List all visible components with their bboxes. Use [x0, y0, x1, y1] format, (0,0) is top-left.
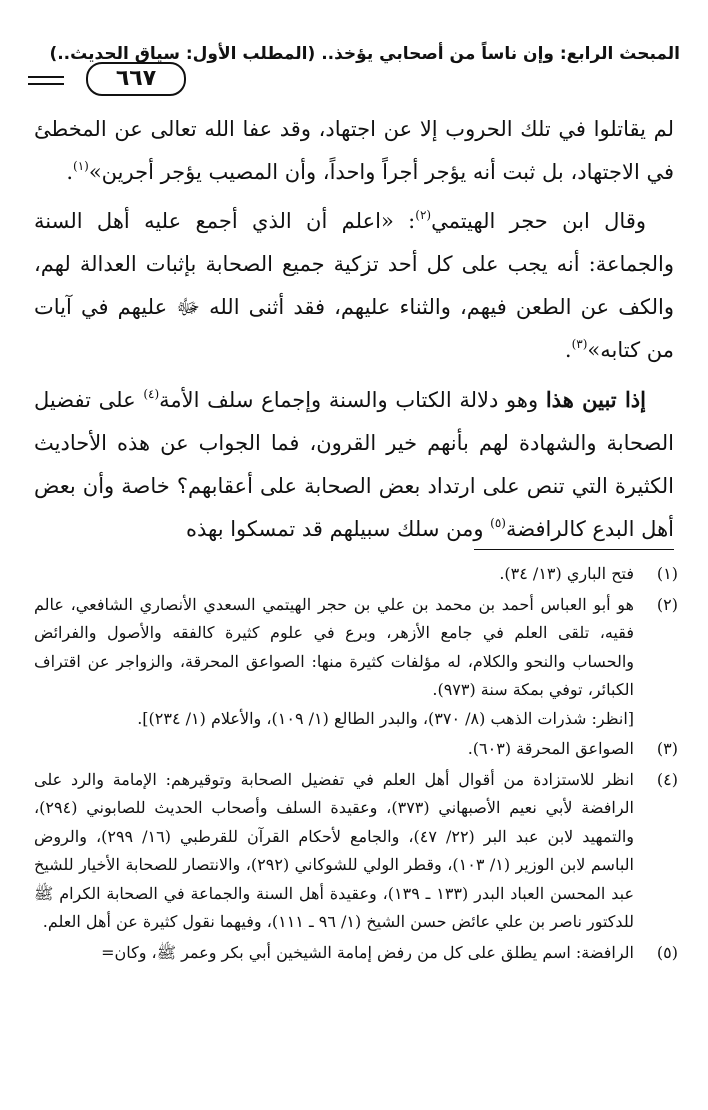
main-text [34, 108, 674, 557]
paragraph-2-end: . [564, 338, 572, 362]
footnote-ref-3: (٣) [571, 337, 588, 351]
footnotes [34, 560, 678, 969]
paragraph-3-text-b: على تفضيل الصحابة والشهادة لهم بأنهم خير القرون، فما الجواب عن هذه الأحاديث الكثيرة التي تنص على ارتداد بعض الصحابة على أعقابهم؟ خاصة وأن بعض أهل البدع كالرافضة [34, 388, 674, 541]
footnote-3 [34, 735, 678, 764]
footnote-text: الصواعق المحرقة (٦٠٣). [467, 739, 634, 758]
footnote-1 [34, 560, 678, 589]
page-number-block [28, 56, 188, 96]
paragraph-3-text-a: وهو دلالة الكتاب والسنة وإجماع سلف الأمة [159, 388, 546, 412]
footnote-sources: [انظر: شذرات الذهب (٨/ ٣٧٠)، والبدر الطالع (١/ ١٠٩)، والأعلام (١/ ٢٣٤)]. [137, 708, 634, 728]
paragraph-3-bold-lead: إذا تبين هذا [545, 387, 646, 412]
footnote-separator [474, 549, 674, 550]
footnote-number: (٣) [656, 739, 678, 758]
footnote-ref-1: (١) [73, 159, 89, 173]
paragraph-1-end: . [66, 160, 73, 184]
footnote-2 [34, 591, 678, 734]
paragraph-2-text-b: : «اعلم أن الذي أجمع عليه أهل السنة والجماعة: أنه يجب على كل أحد تزكية جميع الصحابة بإثبات العدالة لهم، والكف عن الطعن فيهم، والثناء عليهم، فقد أثنى الله ﷻ عليهم في آيات من كتابه» [34, 209, 674, 362]
double-rule-divider [28, 76, 64, 85]
footnote-number: (٢) [656, 594, 678, 614]
paragraph-2 [34, 200, 674, 372]
footnote-text: انظر للاستزادة من أقوال أهل العلم في تفضيل الصحابة وتوقيرهم: الإمامة والرد على الرافضة لأبي نعيم الأصبهاني (٣٧٣)، وعقيدة السلف وأصحاب الحديث للصابوني (٢٩٤)، والتمهيد لابن عبد البر (٢٢/ ٤٧)، والجامع لأحكام القرآن للقرطبي (١٦/ ٢٩٩)، والروض الباسم لابن الوزير (١/ ١٠٣)، وقطر الولي للشوكاني (٢٩٢)، والانتصار للصحابة الأخيار للشيخ عبد المحسن العباد البدر (١٣٣ ـ ١٣٩)، وعقيدة أهل السنة والجماعة في الصحابة الكرام ﷺ للدكتور ناصر بن علي عائض حسن الشيخ (١/ ٩٦ ـ ١١١)، وفيهما نقول كثيرة عن أهل العلم. [34, 769, 634, 931]
footnote-4 [34, 766, 678, 937]
paragraph-3 [34, 378, 674, 551]
footnote-number: (١) [656, 564, 678, 583]
footnote-5 [34, 939, 678, 968]
paragraph-2-text-a: وقال ابن حجر الهيتمي [431, 209, 646, 233]
page-number: ٦٦٧ [86, 62, 186, 96]
footnote-ref-2: (٢) [415, 208, 432, 222]
paragraph-3-text-c: ومن سلك سبيلهم قد تمسكوا بهذه [185, 517, 491, 541]
footnote-ref-4: (٤) [143, 387, 160, 401]
paragraph-1 [34, 108, 674, 194]
footnote-text: فتح الباري (١٣/ ٣٤). [499, 564, 634, 583]
paragraph-1-text: لم يقاتلوا في تلك الحروب إلا عن اجتهاد، وقد عفا الله تعالى عن المخطئ في الاجتهاد، بل ثبت أنه يؤجر أجراً واحداً، وأن المصيب يؤجر أجرين» [34, 117, 674, 184]
footnote-number: (٥) [656, 942, 678, 962]
running-title: المبحث الرابع: وإن ناساً من أصحابي يؤخذ.. (المطلب الأول: سياق الحديث..) [49, 44, 680, 64]
footnote-number: (٤) [656, 769, 678, 789]
page-header [28, 34, 680, 94]
footnote-text: هو أبو العباس أحمد بن محمد بن علي بن حجر الهيتمي السعدي الأنصاري الشافعي، عالم فقيه، تلقى العلم في جامع الأزهر، وبرع في علوم كثيرة كالفقه والأصول والفرائض والحساب والنحو والكلام، له مؤلفات كثيرة منها: الصواعق المحرقة، والزواجر عن اقتراف الكبائر، توفي بمكة سنة (٩٧٣). [34, 594, 634, 699]
footnote-text: الرافضة: اسم يطلق على كل من رفض إمامة الشيخين أبي بكر وعمر ﷺ، وكان= [101, 942, 634, 962]
footnote-ref-5: (٥) [490, 516, 506, 530]
